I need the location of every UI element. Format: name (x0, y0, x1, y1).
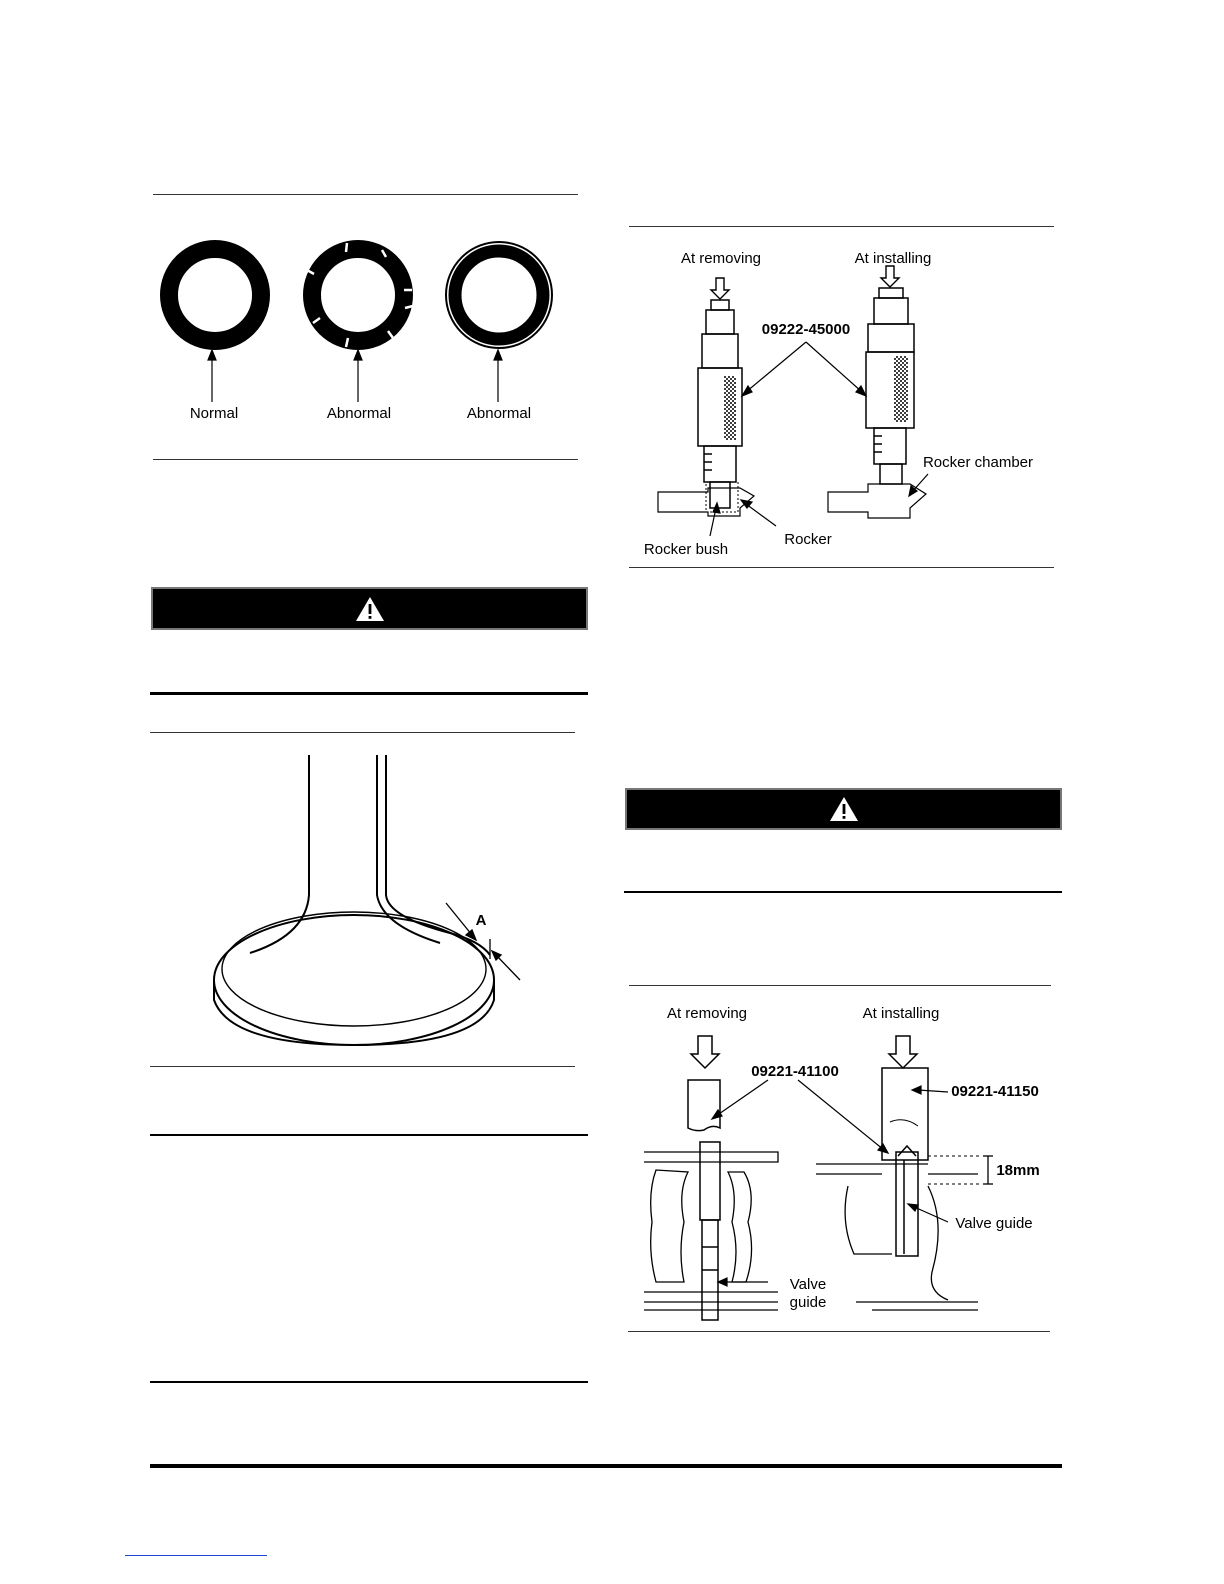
left-section-divider-1 (150, 692, 588, 695)
warning-triangle-icon (829, 796, 859, 822)
figure-valve-guide-top-rule (629, 985, 1051, 986)
guide-left-title: At removing (666, 1005, 748, 1022)
page-footer-rule (150, 1464, 1062, 1468)
warning-bar-left (151, 587, 588, 630)
guide-valve-guide-left-2: guide (789, 1294, 827, 1311)
figure-rings-top-rule (153, 194, 578, 195)
figure-rocker-bush (628, 236, 1058, 566)
rocker-label: Rocker (784, 531, 832, 548)
press-arrow-icon (711, 266, 899, 299)
rocker-left-title: At removing (680, 250, 762, 267)
left-section-divider-2 (150, 1134, 588, 1136)
guide-height-label: 18mm (996, 1162, 1040, 1179)
ring-abnormal-cracked (307, 243, 413, 347)
figure-rings (150, 210, 590, 450)
warning-bar-right (625, 788, 1062, 830)
ring-normal (169, 249, 261, 341)
guide-valve-guide-right: Valve guide (955, 1215, 1033, 1232)
right-section-divider-1 (624, 891, 1062, 893)
valve-dimension-label: A (475, 912, 487, 929)
figure-rocker-bottom-rule (629, 567, 1054, 568)
ring-abnormal-worn (446, 242, 552, 348)
figure-valve-guide-bottom-rule (628, 1331, 1050, 1332)
ring-label-abnormal-2: Abnormal (466, 405, 532, 422)
figure-valve (150, 745, 575, 1065)
figure-valve-top-rule (150, 732, 575, 733)
rocker-chamber-label: Rocker chamber (922, 454, 1034, 471)
ring-label-normal: Normal (189, 405, 239, 422)
figure-rocker-top-rule (629, 226, 1054, 227)
guide-tool-remove: 09221-41100 (751, 1063, 839, 1080)
figure-valve-bottom-rule (150, 1066, 575, 1067)
guide-valve-guide-left-1: Valve (789, 1276, 827, 1293)
rocker-bush-label: Rocker bush (643, 541, 729, 558)
figure-valve-guide (628, 992, 1058, 1332)
rocker-right-title: At installing (854, 250, 932, 267)
guide-tool-install: 09221-41150 (951, 1083, 1039, 1100)
guide-right-title: At installing (862, 1005, 940, 1022)
left-section-divider-3 (150, 1381, 588, 1383)
ring-label-abnormal-1: Abnormal (326, 405, 392, 422)
warning-triangle-icon (355, 596, 385, 622)
figure-rings-bottom-rule (153, 459, 578, 460)
rocker-tool-number: 09222-45000 (761, 321, 851, 338)
footer-link-underline[interactable] (125, 1555, 267, 1556)
